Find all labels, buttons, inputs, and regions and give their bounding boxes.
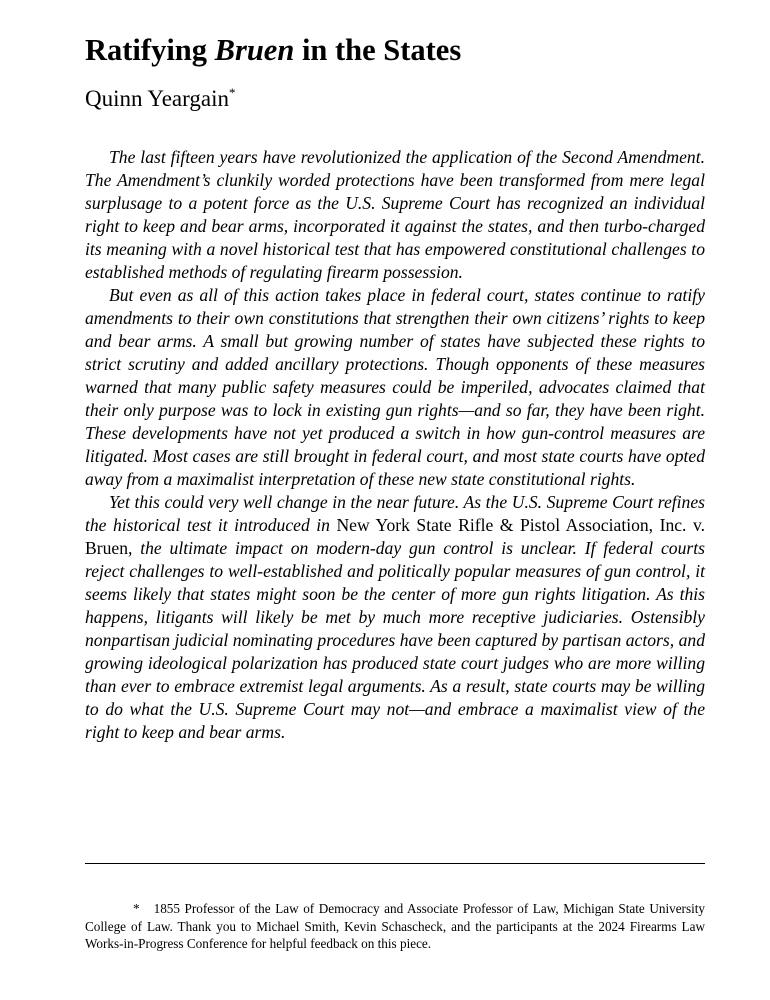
footnote-marker: *	[133, 901, 140, 916]
abstract-p3-after: , the ultimate impact on modern-day gun control is unclear. If federal courts reject challenges to well-established and politically popular measures of gun control, it seems likely that states might soon be the center of more gun rights litigation. As this happens, litigants will likely be met by much more receptive judiciaries. Ostensibly nonpartisan judicial nominating procedures have been captured by partisan actors, and growing ideological polarization has produced state court judges who are more willing than ever to embrace extremist legal arguments. As a result, state courts may be willing to do what the U.S. Supreme Court may not—and embrace a maximalist view of the right to keep and bear arms.	[85, 538, 705, 742]
abstract	[85, 146, 705, 744]
article-title	[85, 30, 725, 70]
abstract-paragraph-1: The last fifteen years have revolutionized the application of the Second Amendment. The Amendment’s clunkily worded protections have been transformed from mere legal surplusage to a potent force as the U.S. Supreme Court has recognized an individual right to keep and bear arms, incorporated it against the states, and then turbo-charged its meaning with a novel historical test that has empowered constitutional challenges to established methods of regulating firearm possession.	[85, 147, 705, 282]
abstract-paragraph-2: But even as all of this action takes place in federal court, states continue to ratify amendments to their own constitutions that strengthen their own citizens’ rights to keep and bear arms. A small but growing number of states have subjected these rights to strict scrutiny and added ancillary protections. Though opponents of these measures warned that many public safety measures could be imperiled, advocates claimed that their only purpose was to lock in existing gun rights—and so far, they have been right. These developments have not yet produced a switch in how gun-control measures are litigated. Most cases are still brought in federal court, and most state courts have opted away from a maximalist interpretation of these new state constitutional rights.	[85, 285, 705, 489]
abstract-paragraph-3	[85, 491, 705, 744]
author-footnote-marker: *	[228, 85, 236, 100]
abstract-p3-case-name: New York State Rifle & Pistol Association, Inc. v. Bruen	[85, 515, 706, 558]
author-line	[85, 84, 235, 114]
footnote-text: 1855 Professor of the Law of Democracy and Associate Professor of Law, Michigan State University College of Law. Thank you to Michael Smith, Kevin Schascheck, and the participants at the 2024 Firearms Law Works-in-Progress Conference for helpful feedback on this piece.	[85, 901, 705, 951]
title-suffix: in the States	[294, 33, 462, 67]
title-case-name: Bruen	[214, 33, 295, 67]
title-prefix: Ratifying	[85, 33, 215, 67]
footnote-divider	[85, 863, 705, 864]
abstract-p3-before: Yet this could very well change in the near future. As the U.S. Supreme Court refines the historical test it introduced in	[85, 492, 705, 535]
footnote	[85, 900, 705, 953]
author-name: Quinn Yeargain	[85, 86, 229, 111]
